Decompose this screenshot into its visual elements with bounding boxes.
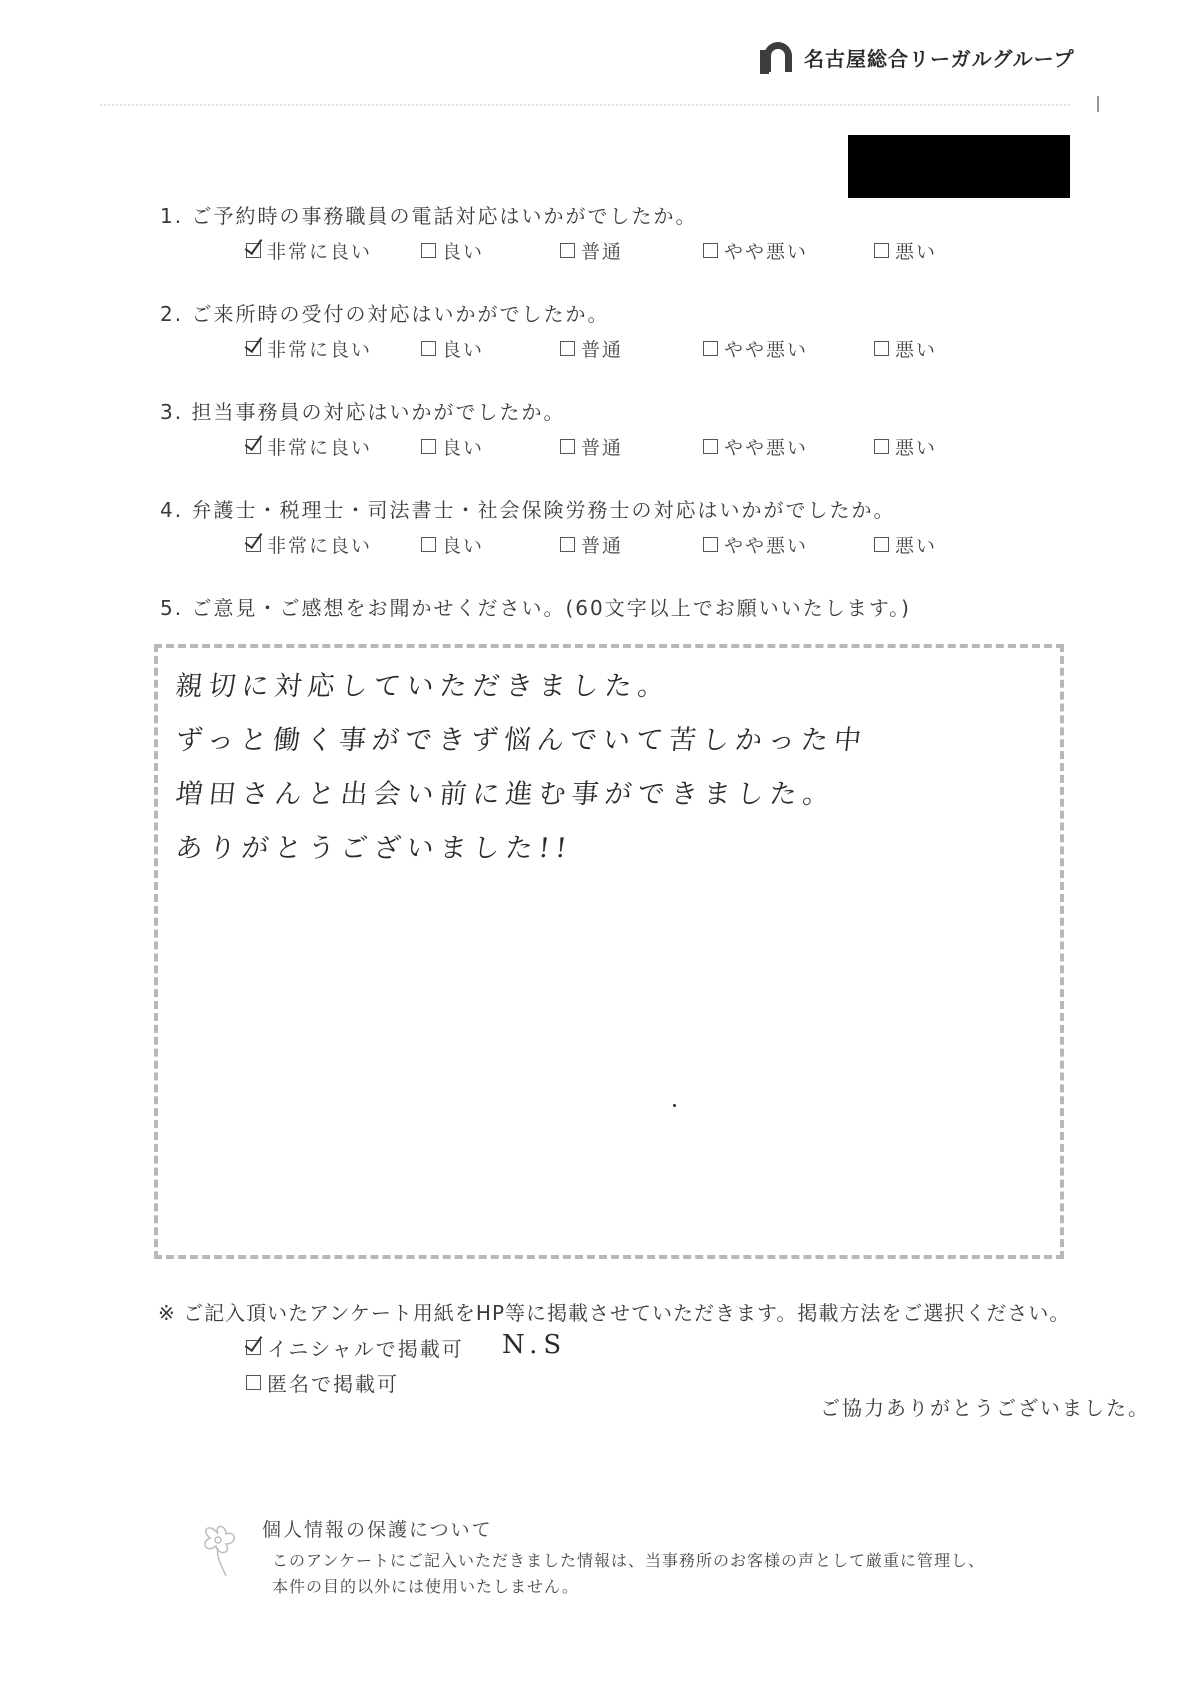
q1-option-average[interactable] xyxy=(560,237,623,264)
q2-option-somewhat-bad[interactable] xyxy=(703,335,808,362)
question-5-label: 5. ご意見・ご感想をお聞かせください。(60文字以上でお願いいたします。) xyxy=(160,596,911,620)
q3-option-bad[interactable] xyxy=(874,433,937,460)
checkbox-icon[interactable] xyxy=(421,537,436,552)
option-label: 悪い xyxy=(895,437,938,459)
option-label: 良い xyxy=(442,437,485,459)
privacy-line-2: 本件の目的以外には使用いたしません。 xyxy=(272,1577,579,1596)
q1-option-somewhat-bad[interactable] xyxy=(703,237,808,264)
scan-mark xyxy=(1097,96,1099,112)
publish-notice: ※ ご記入頂いたアンケート用紙をHP等に掲載させていただきます。掲載方法をご選択ください。 xyxy=(158,1301,1071,1325)
thanks-message: ご協力ありがとうございました。 xyxy=(820,1396,1150,1420)
checkbox-icon[interactable] xyxy=(421,341,436,356)
checkbox-icon[interactable] xyxy=(703,537,718,552)
option-label: 悪い xyxy=(895,339,938,361)
publish-option-initial-label: イニシャルで掲載可 xyxy=(267,1337,464,1361)
redacted-block xyxy=(848,135,1070,198)
question-2-label: 2. ご来所時の受付の対応はいかがでしたか。 xyxy=(160,302,610,326)
privacy-title: 個人情報の保護について xyxy=(262,1519,493,1541)
logo-text: 名古屋総合リーガルグループ xyxy=(804,46,1075,71)
q2-option-very-good[interactable] xyxy=(246,335,372,362)
option-label: 普通 xyxy=(581,241,624,263)
q3-option-average[interactable] xyxy=(560,433,623,460)
option-label: 普通 xyxy=(581,535,624,557)
checkbox-icon[interactable] xyxy=(874,341,889,356)
checkbox-checked-icon[interactable] xyxy=(246,1340,261,1355)
q4-option-very-good[interactable] xyxy=(246,531,372,558)
q4-option-good[interactable] xyxy=(421,531,484,558)
checkbox-checked-icon[interactable] xyxy=(246,439,261,454)
q1-option-bad[interactable] xyxy=(874,237,937,264)
publish-option-anonymous[interactable] xyxy=(246,1368,399,1397)
checkbox-checked-icon[interactable] xyxy=(246,341,261,356)
option-label: 良い xyxy=(442,339,485,361)
question-4-label: 4. 弁護士・税理士・司法書士・社会保険労務士の対応はいかがでしたか。 xyxy=(160,498,896,522)
q4-option-average[interactable] xyxy=(560,531,623,558)
question-1-label: 1. ご予約時の事務職員の電話対応はいかがでしたか。 xyxy=(160,204,698,228)
option-label: 非常に良い xyxy=(267,437,373,459)
question-3-label: 3. 担当事務員の対応はいかがでしたか。 xyxy=(160,400,566,424)
initials-value: N.S xyxy=(502,1330,568,1360)
q3-option-very-good[interactable] xyxy=(246,433,372,460)
option-label: 良い xyxy=(442,241,485,263)
checkbox-icon[interactable] xyxy=(874,439,889,454)
q3-option-good[interactable] xyxy=(421,433,484,460)
scan-speck xyxy=(673,1104,676,1107)
q2-option-good[interactable] xyxy=(421,335,484,362)
q4-option-bad[interactable] xyxy=(874,531,937,558)
checkbox-icon[interactable] xyxy=(421,439,436,454)
checkbox-icon[interactable] xyxy=(874,537,889,552)
q2-option-bad[interactable] xyxy=(874,335,937,362)
option-label: 普通 xyxy=(581,339,624,361)
checkbox-icon[interactable] xyxy=(703,341,718,356)
publish-option-initial[interactable] xyxy=(246,1333,464,1362)
checkbox-checked-icon[interactable] xyxy=(246,537,261,552)
q1-option-very-good[interactable] xyxy=(246,237,372,264)
checkbox-icon[interactable] xyxy=(560,243,575,258)
option-label: 良い xyxy=(442,535,485,557)
flower-icon xyxy=(196,1520,242,1580)
checkbox-icon[interactable] xyxy=(874,243,889,258)
brand-logo xyxy=(760,40,1075,74)
option-label: 非常に良い xyxy=(267,241,373,263)
privacy-line-1: このアンケートにご記入いただきました情報は、当事務所のお客様の声として厳重に管理し、 xyxy=(272,1551,986,1570)
option-label: やや悪い xyxy=(724,437,809,459)
option-label: やや悪い xyxy=(724,339,809,361)
publish-option-anonymous-label: 匿名で掲載可 xyxy=(267,1372,399,1396)
option-label: 悪い xyxy=(895,535,938,557)
checkbox-icon[interactable] xyxy=(421,243,436,258)
checkbox-icon[interactable] xyxy=(246,1375,261,1390)
q4-option-somewhat-bad[interactable] xyxy=(703,531,808,558)
option-label: 非常に良い xyxy=(267,535,373,557)
checkbox-icon[interactable] xyxy=(560,537,575,552)
comment-line-2: ずっと働く事ができず悩んでいて苦しかった中 xyxy=(174,725,869,756)
comment-line-3: 増田さんと出会い前に進む事ができました。 xyxy=(174,779,838,810)
option-label: やや悪い xyxy=(724,535,809,557)
q2-option-average[interactable] xyxy=(560,335,623,362)
header-divider xyxy=(100,104,1070,106)
option-label: 普通 xyxy=(581,437,624,459)
checkbox-icon[interactable] xyxy=(560,341,575,356)
comment-line-4: ありがとうございました!! xyxy=(174,833,575,864)
option-label: 非常に良い xyxy=(267,339,373,361)
checkbox-icon[interactable] xyxy=(703,243,718,258)
option-label: 悪い xyxy=(895,241,938,263)
comment-line-1: 親切に対応していただきました。 xyxy=(174,671,673,702)
q1-option-good[interactable] xyxy=(421,237,484,264)
checkbox-icon[interactable] xyxy=(703,439,718,454)
checkbox-icon[interactable] xyxy=(560,439,575,454)
logo-icon xyxy=(760,40,794,74)
checkbox-checked-icon[interactable] xyxy=(246,243,261,258)
option-label: やや悪い xyxy=(724,241,809,263)
q3-option-somewhat-bad[interactable] xyxy=(703,433,808,460)
